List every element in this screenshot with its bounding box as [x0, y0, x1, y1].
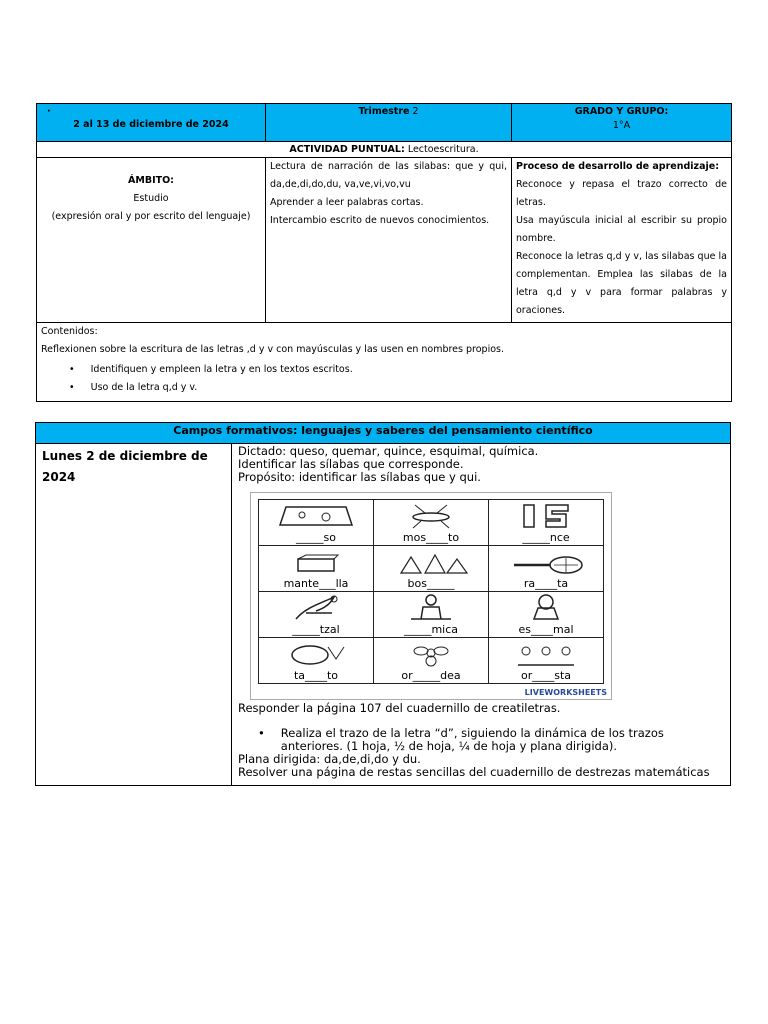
proceso-line: Reconoce y repasa el trazo correcto de letras. — [516, 179, 727, 208]
grado-value: 1°A — [612, 120, 631, 131]
grado-label: GRADO Y GRUPO: — [574, 106, 669, 117]
middle-line: Lectura de narración de las silabas: que y qui, da,de,di,do,du, va,ve,vi,vo,vu — [270, 161, 507, 190]
planning-table — [36, 103, 732, 402]
chemist-icon — [391, 593, 471, 621]
ambito-cell — [37, 158, 266, 323]
lectura-cell — [266, 158, 512, 323]
orchid-icon — [391, 641, 471, 667]
orchestra-icon — [506, 641, 586, 667]
trazo-list — [238, 727, 724, 753]
ambito-note: (expresión oral y por escrito del lenguaje) — [51, 211, 251, 222]
responder-line: Responder la página 107 del cuadernillo de creatiletras. — [238, 701, 561, 715]
trazo-text: • Realiza el trazo de la letra “d”, siguiendo la dinámica de los trazos anteriores. (1 hoja, ½ de hoja, ¼ de hoja y plana dirigida). — [280, 726, 664, 753]
contenidos-bullet: • Identifiquen y empleen la letra y en los textos escritos. — [69, 361, 727, 379]
worksheet-word: ta____to — [293, 669, 339, 682]
trimestre-cell — [266, 104, 512, 142]
contenidos-bullet: • Uso de la letra q,d y v. — [69, 379, 727, 397]
dictado-line: Dictado: queso, quemar, quince, esquimal, química. — [238, 444, 539, 458]
contenidos-label: Contenidos: — [41, 326, 98, 337]
racket-icon — [506, 553, 586, 575]
campos-table — [35, 422, 731, 786]
worksheet-word: es____mal — [518, 623, 574, 636]
contenidos-cell — [37, 323, 732, 402]
worksheet-word: _____tzal — [292, 623, 340, 636]
worksheet-cell — [489, 592, 604, 638]
middle-line: Intercambio escrito de nuevos conocimientos. — [270, 215, 490, 226]
worksheet-cell — [259, 500, 374, 546]
dot: · — [47, 106, 51, 117]
forest-icon — [391, 553, 471, 575]
actividad-label: ACTIVIDAD PUNTUAL: — [289, 144, 405, 155]
worksheet-grid — [258, 499, 604, 684]
trazo-bullet — [258, 727, 724, 753]
number-fifteen-icon — [506, 503, 586, 529]
actividad-cell — [37, 142, 732, 158]
resolver-line: Resolver una página de restas sencillas del cuadernillo de destrezas matemáticas — [238, 765, 710, 779]
day-label: Lunes 2 de diciembre de 2024 — [36, 444, 232, 786]
dates: 2 al 13 de diciembre de 2024 — [73, 119, 229, 130]
worksheet-word: or____sta — [520, 669, 572, 682]
potato-icon — [276, 641, 356, 667]
proceso-line: Reconoce la letras q,d y v, las silabas que la complementan. Emplea las silabas de la letra q,d y v para formar palabras y oraciones. — [516, 251, 727, 316]
mosquito-icon — [391, 503, 471, 529]
quetzal-bird-icon — [276, 593, 356, 621]
worksheet-cell — [374, 638, 489, 684]
worksheet-image — [250, 492, 612, 700]
worksheet-cell — [374, 546, 489, 592]
worksheet-watermark: LIVEWORKSHEETS — [524, 688, 607, 697]
eskimo-icon — [506, 593, 586, 621]
proceso-cell — [512, 158, 732, 323]
cheese-icon — [276, 503, 356, 529]
butter-icon — [276, 553, 356, 575]
worksheet-word: mos____to — [402, 531, 460, 544]
worksheet-cell — [259, 546, 374, 592]
middle-line: Aprender a leer palabras cortas. — [270, 197, 424, 208]
proposito-line: Propósito: identificar las sílabas que y qui. — [238, 470, 481, 484]
worksheet-word: bos_____ — [407, 577, 455, 590]
worksheet-word: ra____ta — [523, 577, 569, 590]
trimestre-value: 2 — [412, 106, 419, 117]
worksheet-cell — [259, 638, 374, 684]
grado-cell — [512, 104, 732, 142]
worksheet-word: _____so — [296, 531, 336, 544]
worksheet-cell — [489, 638, 604, 684]
campos-header: Campos formativos: lenguajes y saberes del pensamiento científico — [36, 423, 731, 444]
worksheet-cell — [374, 592, 489, 638]
day-content — [232, 444, 731, 786]
worksheet-word: _____nce — [522, 531, 570, 544]
trimestre-label: Trimestre — [358, 106, 410, 117]
worksheet-cell — [489, 546, 604, 592]
actividad-value: Lectoescritura. — [407, 144, 479, 155]
proceso-line: Usa mayúscula inicial al escribir su propio nombre. — [516, 215, 727, 244]
identificar-line: Identificar las sílabas que corresponde. — [238, 457, 464, 471]
worksheet-word: mante___lla — [283, 577, 349, 590]
worksheet-word: or_____dea — [401, 669, 461, 682]
proceso-title: Proceso de desarrollo de aprendizaje: — [516, 161, 719, 172]
worksheet-cell — [374, 500, 489, 546]
plana-line: Plana dirigida: da,de,di,do y du. — [238, 752, 421, 766]
dates-cell — [37, 104, 266, 142]
worksheet-cell — [489, 500, 604, 546]
contenidos-text: Reflexionen sobre la escritura de las letras ,d y v con mayúsculas y las usen en nombres propios. — [41, 344, 504, 355]
contenidos-bullets — [41, 361, 727, 397]
worksheet-cell — [259, 592, 374, 638]
worksheet-word: _____mica — [403, 623, 459, 636]
ambito-label: ÁMBITO: — [128, 175, 174, 186]
ambito-value: Estudio — [133, 193, 169, 204]
